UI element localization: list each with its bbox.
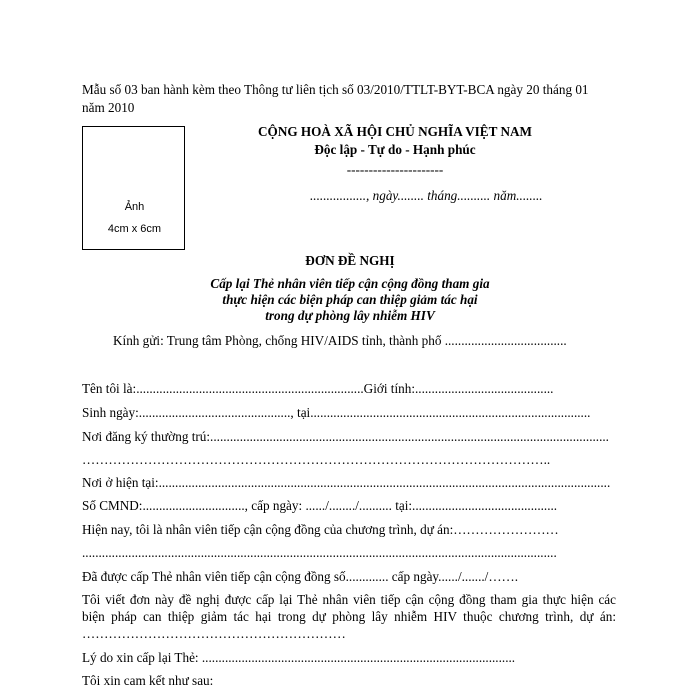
date-line: ................., ngày........ tháng.......... năm........ [310, 188, 543, 203]
current-address-field: Nơi ở hiện tại:......................................................................................................................................... [82, 475, 611, 490]
request-line-2: biện pháp can thiệp giảm tác hại trong dự phòng lây nhiễm HIV thuộc chương trình, dự án: [82, 609, 616, 624]
id-card-field: Số CMND:..............................., cấp ngày: ....../......../.......... tại:............................................ [82, 498, 558, 513]
program-field: Hiện nay, tôi là nhân viên tiếp cận cộng đồng của chương trình, dự án:…………………… [82, 522, 559, 537]
photo-placeholder [82, 126, 185, 250]
form-subtitle-1: Cấp lại Thẻ nhân viên tiếp cận cộng đồng tham gia [210, 276, 490, 291]
header-note-line2: năm 2010 [82, 100, 135, 115]
form-subtitle-3: trong dự phòng lây nhiễm HIV [265, 308, 435, 323]
dob-field: Sinh ngày:.............................................., tại..................................................................................... [82, 405, 591, 420]
photo-label: Ảnh [124, 201, 145, 213]
commitment-heading: Tôi xin cam kết như sau: [82, 673, 214, 688]
reason-field: Lý do xin cấp lại Thẻ: ............................................................................................... [82, 650, 516, 665]
residence-continuation: …………………………………………………………………………………………….. [82, 452, 551, 467]
form-title: ĐƠN ĐỀ NGHỊ [305, 253, 395, 268]
photo-size: 4cm x 6cm [107, 223, 162, 235]
form-subtitle-2: thực hiện các biện pháp can thiệp giảm tác hại [222, 292, 478, 307]
request-line-3: …………………………………………………… [82, 626, 346, 641]
recipient-line: Kính gửi: Trung tâm Phòng, chống HIV/AIDS tỉnh, thành phố ..................................... [113, 333, 567, 348]
residence-field: Nơi đăng ký thường trú:......................................................................................................................... [82, 429, 609, 444]
name-field: Tên tôi là:.....................................................................Giới tính:.......................................... [82, 381, 554, 396]
card-issued-field: Đã được cấp Thẻ nhân viên tiếp cận cộng đồng số............. cấp ngày....../......./……. [82, 569, 519, 584]
national-divider: ---------------------- [346, 162, 444, 177]
national-title: CỘNG HOÀ XÃ HỘI CHỦ NGHĨA VIỆT NAM [258, 124, 532, 139]
program-continuation: ................................................................................................................................................ [82, 545, 557, 560]
request-line-1: Tôi viết đơn này đề nghị được cấp lại Thẻ nhân viên tiếp cận cộng đồng tham gia thực hiện các [82, 592, 616, 607]
header-note-line1: Mẫu số 03 ban hành kèm theo Thông tư liên tịch số 03/2010/TTLT-BYT-BCA ngày 20 tháng 01 [82, 82, 589, 97]
national-motto: Độc lập - Tự do - Hạnh phúc [314, 142, 476, 157]
